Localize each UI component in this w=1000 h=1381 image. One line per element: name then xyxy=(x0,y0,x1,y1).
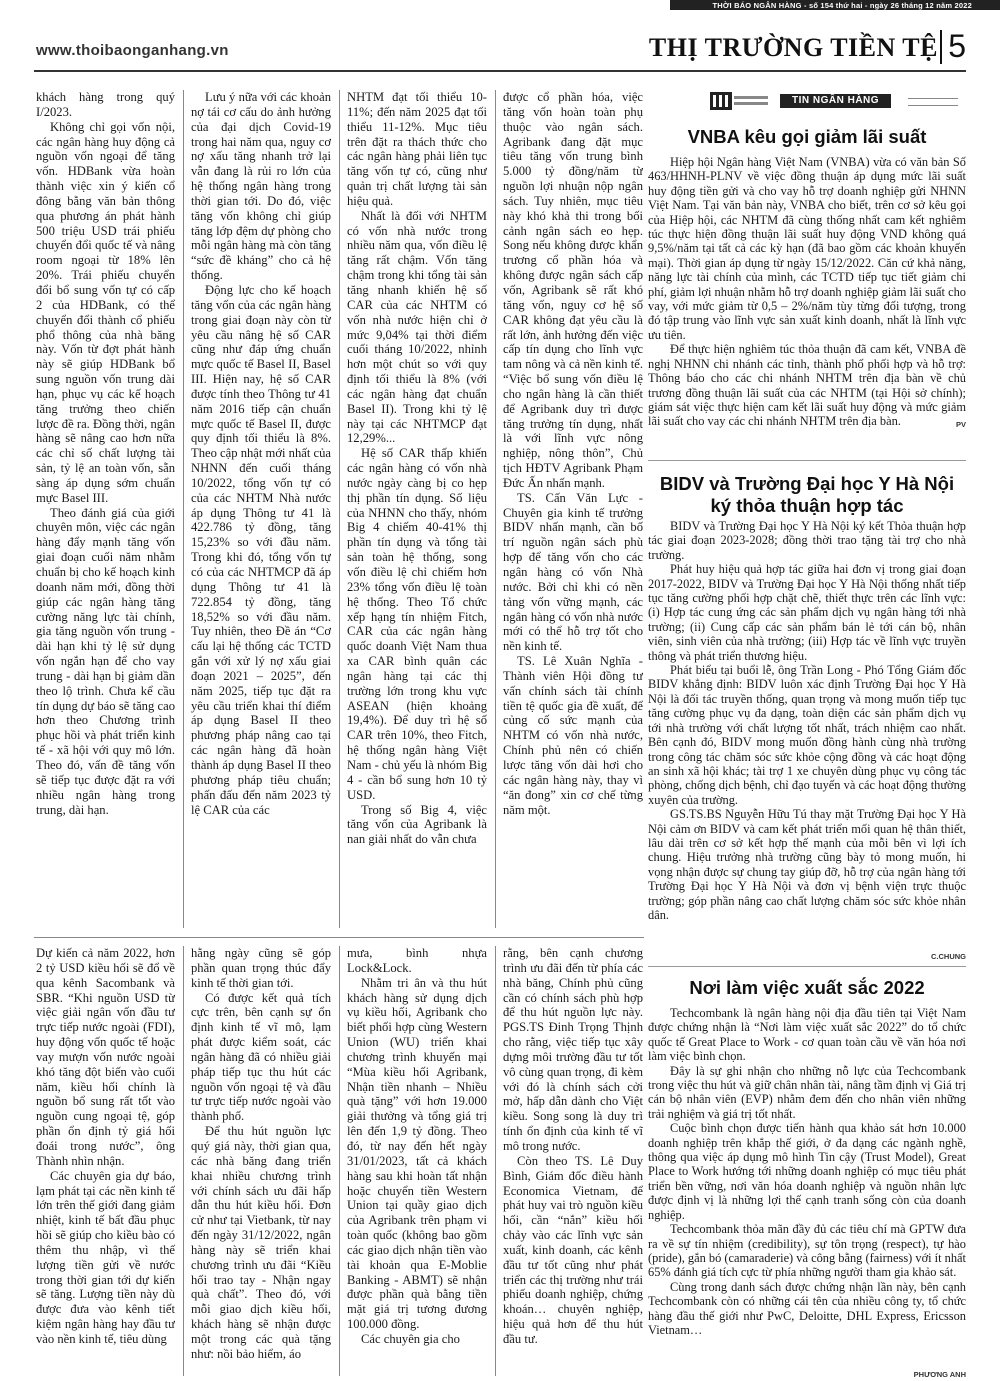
paragraph: Trong số Big 4, việc tăng vốn của Agribank là nan giải nhất do vẫn chưa xyxy=(347,802,487,847)
paragraph: Hệ số CAR thấp khiến các ngân hàng có vốn nhà nước ngày càng bị co hẹp thị phần tín dụng. Số liệu của NHNN cho thấy, nhóm Big 4 chiếm 40-41% thị phần tín dụng và tổng tài sản toàn hệ thống, song vốn điều lệ chỉ chiếm hơn 23% tổng vốn điều lệ toàn hệ thống. Theo Tổ chức xếp hạng tín nhiệm Fitch, CAR của các ngân hàng quốc doanh Việt Nam thua xa CAR bình quân các ngân hàng tại các thị trường lớn trong khu vực ASEAN (hiện khoảng 19,4%). Để duy trì hệ số CAR trên 10%, theo Fitch, hệ thống ngân hàng Việt Nam - chủ yếu là nhóm Big 4 - cần bổ sung hơn 10 tỷ USD. xyxy=(347,446,487,802)
article-divider xyxy=(648,460,966,461)
top-column-3 xyxy=(347,90,487,930)
paragraph: Nhằm tri ân và thu hút khách hàng sử dụng dịch vụ kiều hối, Agribank cho biết phối hợp cùng Western Union (WU) triển khai chương trình khuyến mại “Mùa kiều hối Agribank, Nhận tiền nhanh – Nhiều quà tặng” với hơn 19.000 giải thưởng và tổng giá trị lên đến 1,9 tỷ đồng. Theo đó, từ nay đến hết ngày 31/01/2023, tất cả khách hàng sau khi hoàn tất nhận hoặc chuyển tiền Western Union tại quầy giao dịch của Agribank trên phạm vi toàn quốc (không bao gồm các giao dịch nhận tiền vào tài khoản qua E-Moblie Banking - ABMT) sẽ nhận được phần quà bằng tiền mặt giá trị tương đương 100.000 đồng. xyxy=(347,975,487,1332)
paragraph: Để thực hiện nghiêm túc thỏa thuận đã cam kết, VNBA đề nghị NHNN chi nhánh các tỉnh, thành phố phối hợp và hỗ trợ: Thông báo cho các chi nhánh NHTM trên địa bàn về chủ trương đồng thuận lãi suất của các NHTM (tại Hội sở chính); giám sát việc thực hiện cam kết lãi suất huy động và mức giảm lãi suất cho vay các chi nhánh NHTM trên địa bàn. xyxy=(648,342,966,429)
paragraph: GS.TS.BS Nguyễn Hữu Tú thay mặt Trường Đại học Y Hà Nội cảm ơn BIDV và cam kết phát triển mối quan hệ thân thiết, lâu dài trên cơ sở kết hợp thế mạnh của mỗi bên vì lợi ích chung. Hiệu trưởng nhà trường cũng bày tỏ mong muốn, hi vọng nhận được sự chung tay giúp đỡ, hỗ trợ của ngân hàng tới Trường Đại học Y Hà Nội và đơn vị bệnh viện trực thuộc trường; góp phần nâng cao chất lượng chăm sóc sức khỏe nhân dân. xyxy=(648,807,966,922)
paragraph: mưa, bình nhựa Lock&Lock. xyxy=(347,946,487,975)
website-url: www.thoibaonganhang.vn xyxy=(36,42,229,59)
article-body xyxy=(648,519,966,939)
article-body xyxy=(648,1006,966,1374)
sidebar-tag xyxy=(708,90,960,110)
article-title: Nơi làm việc xuất sắc 2022 xyxy=(689,977,925,998)
bottom-column-2 xyxy=(191,946,331,1378)
paragraph: Đây là sự ghi nhận cho những nỗ lực của Techcombank trong việc thu hút và giữ chân nhân tài, nâng tầm định vị Giá trị cán bộ nhân viên (EVP) nhằm đem đến cho nhân viên những trải nghiệm và giá trị tốt nhất. xyxy=(648,1063,966,1121)
top-column-2 xyxy=(191,90,331,930)
header-rule xyxy=(34,70,966,72)
article-byline: PV xyxy=(955,420,966,429)
section-title: THỊ TRƯỜNG TIỀN TỆ xyxy=(648,33,938,62)
top-column-1 xyxy=(36,90,175,930)
paragraph: rằng, bên cạnh chương trình ưu đãi đến từ phía các nhà băng, Chính phủ cũng cần có chính sách phù hợp để thu hút nguồn lực này. PGS.TS Đinh Trọng Thịnh cho rằng, việc tiếp tục xây dựng môi trường đầu tư tốt vô cùng quan trọng, đi kèm với đó là chính sách cởi mở, hấp dẫn dành cho Việt kiều. Song song là duy trì tính ổn định của kinh tế vĩ mô trong nước. xyxy=(503,946,643,1153)
paragraph: Không chỉ gọi vốn nội, các ngân hàng huy động cả nguồn vốn ngoại để tăng vốn. HDBank vừa hoàn thành việc xin ý kiến cổ đông bằng văn bản thông qua phương án phát hành 500 triệu USD trái phiếu chuyển đổi quốc tế và nâng room ngoại từ 18% lên 20%. Trái phiếu chuyển đổi bổ sung vốn tự có cấp 2 của HDBank, có thể chuyển đổi thành cổ phiếu phổ thông của nhà băng này. Vốn từ đợt phát hành này sẽ giúp HDBank bổ sung nguồn vốn trung dài hạn, phục vụ các kế hoạch tăng trưởng theo chiến lược đề ra. Đồng thời, ngân hàng sẽ nâng cao hơn nữa các chỉ số chất lượng tài sản, tỷ lệ an toàn vốn, sẵn sàng áp dụng sớm chuẩn mực Basel III. xyxy=(36,119,175,505)
paragraph: Các chuyên gia cho xyxy=(361,1331,460,1346)
paragraph: Động lực cho kế hoạch tăng vốn của các ngân hàng trong giai đoạn này còn từ yêu cầu nâng hệ số CAR cũng như đáp ứng chuẩn mực quốc tế Basel II, Basel III. Hiện nay, hệ số CAR được tính theo Thông tư 41 năm 2016 tiếp cận chuẩn mực quốc tế Basel II, được quy định tối thiểu là 8%. Theo cập nhật mới nhất của NHNN đến cuối tháng 10/2022, tổng vốn tự có của các NHTM Nhà nước áp dụng Thông tư 41 là 422.786 tỷ đồng, tăng 15,23% so với đầu năm. Trong khi đó, tổng vốn tự có của các NHTMCP đã áp dụng Thông tư 41 là 722.854 tỷ đồng, tăng 18,52% so với đầu năm. Tuy nhiên, theo Đề án “Cơ cấu lại hệ thống các TCTD gắn với xử lý nợ xấu giai đoạn 2021 – 2025”, đến năm 2025, tiếp tục đặt ra yêu cầu triển khai thí điểm áp dụng Basel II theo phương pháp nâng cao tại các ngân hàng đã hoàn thành áp dụng Basel II theo phương pháp tiêu chuẩn; phấn đấu đến năm 2023 tỷ lệ CAR của các xyxy=(191,282,331,817)
section-divider xyxy=(34,937,644,938)
paragraph: TS. Lê Xuân Nghĩa - Thành viên Hội đồng tư vấn chính sách tài chính tiền tệ quốc gia đề xuất, để củng cố sức mạnh của NHTM có vốn nhà nước, Chính phủ nên có chiến lược tăng vốn dài hơi cho các ngân hàng này, thay vì “ăn đong” xin cơ chế từng năm một. xyxy=(503,654,643,817)
column-divider xyxy=(495,90,496,928)
article-byline: PHƯƠNG ANH xyxy=(913,1370,966,1379)
paragraph: NHTM đạt tối thiểu 10-11%; đến năm 2025 đạt tối thiểu 11-12%. Mục tiêu trên đặt ra thách thức cho các ngân hàng phải liên tục tăng vốn tự có, cũng như quản trị chất lượng tài sản hiệu quả. xyxy=(347,90,487,208)
issue-info: THỜI BÁO NGÂN HÀNG - số 154 thứ hai - ngày 26 tháng 12 năm 2022 xyxy=(712,1,972,10)
column-divider xyxy=(183,90,184,928)
paragraph: Phát biểu tại buổi lễ, ông Trần Long - Phó Tổng Giám đốc BIDV khẳng định: BIDV luôn xác định Trường Đại học Y Hà Nội là đối tác truyền thống, quan trọng và mong muốn tiếp tục tăng cường phục vụ đa dạng, toàn diện các sản phẩm dịch vụ tới nhà trường với chất lượng tốt nhất, trách nhiệm cao nhất. Bên cạnh đó, BIDV mong muốn đồng hành cùng nhà trường trong công tác chăm sóc sức khỏe cộng đồng và các hoạt động an sinh xã hội khác; tài trợ 1 xe chuyên dùng phục vụ công tác phòng, chống dịch bệnh, chỉ đạo tuyến và các hoạt động thường xuyên của trường. xyxy=(648,663,966,807)
bottom-column-4 xyxy=(503,946,643,1378)
paragraph: Các chuyên gia dự báo, lạm phát tại các nền kinh tế lớn trên thế giới đang giảm nhiệt, kinh tế bất đầu phục hồi sẽ giúp cho kiều bào có thêm thu nhập, vì thế lượng tiền gửi về nước trong thời gian tới dự kiến sẽ tăng. Lượng tiền này dù được đưa vào kênh tiết kiệm ngân hàng hay đầu tư vào nền kinh tế, tiêu dùng xyxy=(36,1168,175,1346)
tag-decoration xyxy=(908,98,958,106)
paragraph: TS. Cấn Văn Lực - Chuyên gia kinh tế trưởng BIDV nhấn mạnh, cần bố trí nguồn ngân sách phù hợp để tăng vốn cho các ngân hàng có vốn Nhà nước. Bởi chỉ khi có nền tảng vốn vững mạnh, các ngân hàng có vốn nhà nước mới có thể hỗ trợ tốt cho nền kinh tế. xyxy=(503,490,643,654)
paragraph: Cuộc bình chọn được tiến hành qua khảo sát hơn 10.000 doanh nghiệp trên khắp thế giới, ở đa dạng các ngành nghề, thông qua việc áp dụng mô hình Tin cậy (Trust Model), Great Place to Work hướng tới những doanh nghiệp có mục tiêu phát triển bền vững, nơi văn hóa doanh nghiệp và nguồn nhân lực được định vị là những lợi thế cạnh tranh sống còn của doanh nghiệp. xyxy=(648,1121,966,1222)
bottom-column-3 xyxy=(347,946,487,1378)
paragraph: Nhất là đối với NHTM có vốn nhà nước trong nhiều năm qua, vốn điều lệ tăng rất chậm. Vốn tăng chậm trong khi tổng tài sản tăng nhanh khiến hệ số CAR của các NHTM có vốn nhà nước hiện chỉ ở mức 9,04% tại thời điểm cuối tháng 10/2022, nhỉnh hơn một chút so với quy định tối thiểu là 8% (với các ngân hàng đạt chuẩn Basel II). Trong khi tỷ lệ này tại các NHTMCP đạt 12,29%... xyxy=(347,208,487,446)
top-info-bar xyxy=(0,0,1000,22)
paragraph: Dự kiến cả năm 2022, hơn 2 tỷ USD kiều hối sẽ đổ về qua kênh Sacombank và SBR. “Khi nguồn USD từ việc giải ngân vốn đầu tư trực tiếp nước ngoài (FDI), huy động vốn quốc tế hoặc vay mượn vốn nước ngoài khó tăng đột biến vào cuối năm, kiều hối chính là nguồn bổ sung rất tốt vào nguồn cung ngoại tệ, góp phần ổn định tỷ giá hối đoái trong nước”, ông Thành nhìn nhận. xyxy=(36,946,175,1168)
bottom-column-1 xyxy=(36,946,175,1378)
paragraph: được cổ phần hóa, việc tăng vốn hoàn toàn phụ thuộc vào ngân sách. Agribank đang đặt mục tiêu tăng vốn trung bình 5.000 tỷ đồng/năm từ nguồn lợi nhuận nộp ngân sách. Tuy nhiên, mục tiêu này khó khả thi trong bối cảnh ngân sách eo hẹp. Song nếu không được khẩn trương cổ phần hóa và không được ngân sách cấp vốn, Agribank sẽ rất khó tăng vốn, nguy cơ hệ số CAR không đạt yêu cầu là rất lớn, ảnh hưởng đến việc cấp tín dụng cho lĩnh vực tam nông và cả nền kinh tế. “Việc bổ sung vốn điều lệ cho ngân hàng là cần thiết để Agribank duy trì được tăng trưởng tín dụng, nhất là với lĩnh vực nông nghiệp, nông thôn”, Chủ tịch HĐTV Agribank Phạm Đức Ấn nhấn mạnh. xyxy=(503,90,643,490)
page-number: 5 xyxy=(948,28,966,64)
column-divider xyxy=(495,946,496,1376)
paragraph: khách hàng trong quý I/2023. xyxy=(36,90,175,119)
column-divider xyxy=(183,946,184,1376)
article-title: BIDV và Trường Đại học Y Hà Nội ký thỏa thuận hợp tác xyxy=(659,473,955,516)
sidebar-tag-label: TIN NGÂN HÀNG xyxy=(780,94,891,108)
paragraph: Còn theo TS. Lê Duy Bình, Giám đốc điều hành Economica Vietnam, để phát huy vai trò nguồn kiều hối, cần “nắn” kiều hối chảy vào các lĩnh vực sản xuất, kinh doanh, các kênh đầu tư tốt cũng như phát triển các thị trường như trái phiếu doanh nghiệp, chứng khoán… chuyên nghiệp, hiệu quả hơn để thu hút đầu tư. xyxy=(503,1153,643,1346)
paragraph: Để thu hút nguồn lực quý giá này, thời gian qua, các nhà băng đang triển khai nhiều chương trình với chính sách ưu đãi hấp dẫn thu hút kiều hối. Đơn cử như tại Vietbank, từ nay đến ngày 31/12/2022, ngân hàng này sẽ triển khai chương trình ưu đãi “Kiều hối trao tay - Nhận ngay quà chất”. Theo đó, với mỗi giao dịch kiều hối, khách hàng sẽ nhận được một trong các quà tặng như: nồi bảo hiểm, áo xyxy=(191,1124,331,1361)
paragraph: Có được kết quả tích cực trên, bên cạnh sự ổn định kinh tế vĩ mô, lạm phát được kiểm soát, các ngân hàng đã có nhiều giải pháp tiếp tục thu hút các nguồn vốn ngoại tệ và đầu tư trực tiếp nước ngoài vào thành phố. xyxy=(191,990,331,1124)
paragraph: Techcombank thỏa mãn đầy đủ các tiêu chí mà GPTW đưa ra về sự tín nhiệm (credibility), sự tôn trọng (respect), tự hào (pride), gắn bó (camaraderie) và công bằng (fairness) với ít nhất 65% đánh giá tích cực từ phía những người tham gia khảo sát. xyxy=(648,1222,966,1280)
paragraph: Cùng trong danh sách được chứng nhận lần này, bên cạnh Techcombank còn có những cái tên của nhiều công ty, tổ chức hàng đầu thế giới như PwC, Deloitte, DHL Express, Ericsson Vietnam… xyxy=(648,1279,966,1337)
column-divider xyxy=(339,946,340,1376)
article-body xyxy=(648,155,966,435)
paragraph: Lưu ý nữa với các khoản nợ tái cơ cấu do ảnh hưởng của đại dịch Covid-19 trong hai năm qua, nguy cơ nợ xấu tăng nhanh trở lại vẫn đang là rủi ro lớn của hệ thống ngân hàng trong thời gian tới. Do đó, việc tăng vốn không chỉ giúp tăng lớp đệm dự phòng cho mỗi ngân hàng mà còn tăng “sức đề kháng” cho cả hệ thống. xyxy=(191,90,331,283)
article-byline: C.CHUNG xyxy=(931,952,966,961)
paragraph: hằng ngày cũng sẽ góp phần quan trọng thúc đẩy kinh tế thời gian tới. xyxy=(191,946,331,990)
news-sidebar xyxy=(648,76,966,1379)
paragraph: Phát huy hiệu quả hợp tác giữa hai đơn vị trong giai đoạn 2017-2022, BIDV và Trường Đại học Y Hà Nội thống nhất tiếp tục tăng cường phối hợp chặt chẽ, thiết thực trên các lĩnh vực: (i) Hợp tác cung ứng các sản phẩm dịch vụ ngân hàng tới nhà trường; (ii) Cung cấp các sản phẩm bán lẻ tới cán bộ, nhân viên, sinh viên của nhà trường; (iii) Hợp tác về lĩnh vực truyền thông và phát triển thương hiệu. xyxy=(648,562,966,663)
page-number-divider xyxy=(940,30,942,64)
article-title: VNBA kêu gọi giảm lãi suất xyxy=(687,126,927,147)
building-icon xyxy=(708,90,770,110)
paragraph: Techcombank là ngân hàng nội địa đầu tiên tại Việt Nam được chứng nhận là “Nơi làm việc xuất sắc 2022” do tổ chức quốc tế Great Place to Work - cơ quan toàn cầu về văn hóa nơi làm việc bình chọn. xyxy=(648,1006,966,1064)
paragraph: Theo đánh giá của giới chuyên môn, việc các ngân hàng đẩy mạnh tăng vốn giai đoạn cuối năm nhằm chuẩn bị cho kế hoạch kinh doanh năm mới, đồng thời giúp các ngân hàng tăng cường năng lực tài chính, gia tăng nguồn vốn trung - dài hạn khi tỷ lệ sử dụng vốn ngắn hạn để cho vay trung - dài hạn bị giảm dần theo lộ trình. Chưa kể cầu tín dụng dự báo sẽ tăng cao hơn theo Chương trình phục hồi và phát triển kinh tế - xã hội với quy mô lớn. Theo đó, vấn đề tăng vốn sẽ tiếp tục được đặt ra với nhiều ngân hàng trong trung, dài hạn. xyxy=(36,505,175,817)
column-divider xyxy=(339,90,340,928)
paragraph: Hiệp hội Ngân hàng Việt Nam (VNBA) vừa có văn bản Số 463/HHNH-PLNV về việc đồng thuận áp dụng mức lãi suất huy động tiền gửi và cho vay hỗ trợ doanh nghiệp gửi NHNN Việt Nam. Tại văn bản này, VNBA cho biết, trên cơ sở kêu gọi của Hiệp hội, các NHTM đã cùng thống nhất cam kết nghiêm túc thực hiện đồng thuận lãi suất huy động VND không quá 9,5%/năm tại tất cả các kỳ hạn (đã bao gồm các khoản khuyến mại). Thời gian áp dụng từ ngày 15/12/2022. Căn cứ khả năng, năng lực tài chính của mình, các TCTD tiếp tục tiết giảm chi phí, giảm lợi nhuận nhằm hỗ trợ doanh nghiệp giảm lãi suất cho vay, với mức giảm từ 0,5 – 2%/năm tùy từng đối tượng, trong đó tập trung vào lĩnh vực sản xuất kinh doanh, nhất là lĩnh vực ưu tiên. xyxy=(648,155,966,342)
top-column-4 xyxy=(503,90,643,930)
paragraph: BIDV và Trường Đại học Y Hà Nội ký kết Thỏa thuận hợp tác giai đoạn 2023-2028; đồng thời trao tặng tài trợ cho nhà trường. xyxy=(648,519,966,562)
article-divider xyxy=(648,966,966,967)
